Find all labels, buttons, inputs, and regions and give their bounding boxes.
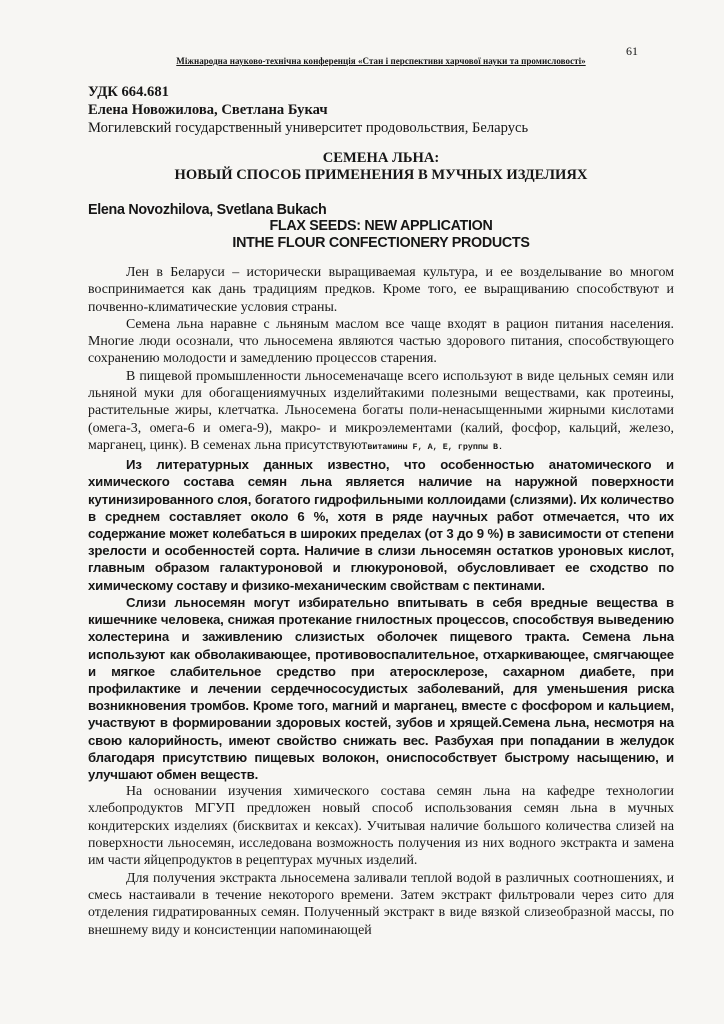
article-body [88, 264, 674, 939]
paragraph-4: Из литературных данных известно, что особенностью анатомического и химического состава семян льна является наличие на наружной поверхности кутинизированного слоя, богатого гидрофильными коллоидами (слизями). Их количество в среднем составляет около 6 %, хотя в ряде научных работ отмечается, что их содержание может колебаться в широких пределах (от 3 до 9 %) в зависимости от степени зрелости и особенностей сорта. Наличие в слизи льносемян остатков уроновых кислот, главным образом галактуроновой и глюкуроновой, обусловливает ее сходство по химическому составу и физико-механическим свойствам с пектинами. [88, 457, 674, 593]
title-en-line-1: FLAX SEEDS: NEW APPLICATION [269, 218, 493, 234]
page-number: 61 [626, 44, 638, 58]
vitamins-note: витамины F, A, E, группы B. [367, 441, 504, 452]
paragraph-1: Лен в Беларуси – исторически выращиваемая культура, и ее возделывание во многом воспринимается как дань традициям предков. Кроме того, ее выращиванию способствуют и почвенно-климатические условия страны. [88, 265, 674, 315]
paragraph-5: Слизи льносемян могут избирательно впитывать в себя вредные вещества в кишечнике человека, снижая протекание гнилостных процессов, способствуя выведению холестерина и заживлению слизистых оболочек пищевого тракта. Семена льна используют как обволакивающее, противовоспалительное, отхаркивающее, смягчающее и мягкое слабительное средство при атеросклерозе, сахарном диабете, при профилактике и лечении сердечнососудистых заболеваний, для уменьшения риска возникновения тромбов. Кроме того, магний и марганец, вместе с фосфором и кальцием, участвуют в формировании здоровых костей, зубов и хрящей.Семена льна, несмотря на свою калорийность, имеют свойство снижать вес. Разбухая при попадании в желудок благодаря присутствию пищевых волокон, ониспособствует быстрому насыщению, и улучшают обмен веществ. [88, 594, 674, 782]
affiliation: Могилевский государственный университет продовольствия, Беларусь [88, 120, 529, 136]
udc-code: УДК 664.681 [88, 84, 169, 100]
title-ru [88, 150, 674, 184]
paragraph-3-text: В пищевой промышленности льносеменачаще всего используют в виде цельных семян или льняной муки для обогащениямучных изделийтакими полезными веществами, как протеины, растительные жиры, клетчатка. Льносемена богаты поли-ненасыщенными жирными кислотами (омега-3, омега-6 и омега-9), макро- и микроэлементами (калий, фосфор, кальций, железо, марганец, цинк). В семенах льна присутствуют [88, 368, 674, 453]
title-ru-line-1: СЕМЕНА ЛЬНА: [322, 150, 440, 166]
title-ru-line-2: НОВЫЙ СПОСОБ ПРИМЕНЕНИЯ В МУЧНЫХ ИЗДЕЛИЯХ [174, 167, 588, 183]
paragraph-7: Для получения экстракта льносемена заливали теплой водой в различных соотношениях, и смесь настаивали в течение некоторого времени. Затем экстракт фильтровали через сито для отделения гидратированных семян. Полученный экстракт в виде вязкой слизеобразной массы, по внешнему виду и консистенции напоминающей [88, 870, 674, 938]
paragraph-2: Семена льна наравне с льняным маслом все чаще входят в рацион питания населения. Многие люди осознали, что льносемена являются частью здорового питания, способствующего сохранению молодости и замедлению процессов старения. [88, 316, 674, 367]
paragraph-3 [88, 368, 674, 456]
title-en [88, 218, 674, 252]
authors-en: Elena Novozhilova, Svetlana Bukach [88, 202, 327, 218]
authors-ru: Елена Новожилова, Светлана Букач [88, 102, 328, 118]
title-en-line-2: INTHE FLOUR CONFECTIONERY PRODUCTS [232, 235, 530, 251]
paragraph-6: На основании изучения химического состава семян льна на кафедре технологии хлебопродуктов МГУП предложен новый способ использования семян льна в мучных кондитерских изделиях (бисквитах и кексах). Учитывая наличие большого количества слизей на поверхности льносемян, исследована возможность получения из них водного экстракта и замена им части яйцепродуктов в рецептурах мучных изделий. [88, 784, 674, 869]
conference-header: Міжнародна науково-технічна конференція «Стан і перспективи харчової науки та промисловості» [176, 56, 586, 66]
